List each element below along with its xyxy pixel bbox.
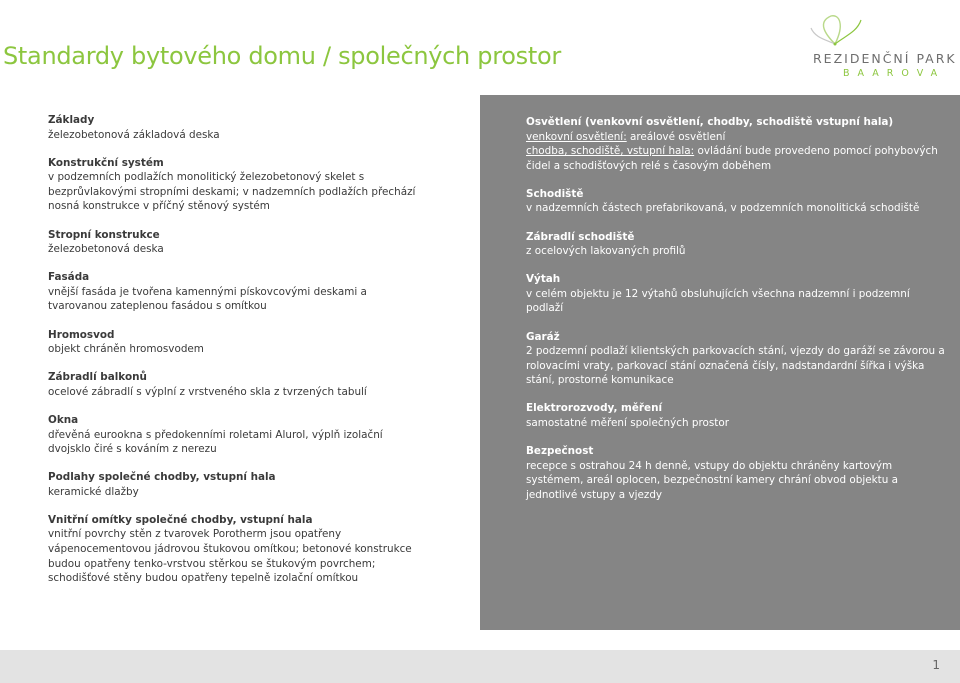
section-osvetleni [526,115,946,173]
section-body: ocelové zábradlí s výplní z vrstveného skla z tvrzených tabulí [48,385,367,398]
section-heading: Zábradlí balkonů [48,371,147,384]
section-heading: Garáž [526,330,560,343]
page-number: 1 [932,658,940,672]
section-body: železobetonová základová deska [48,128,220,141]
footer-bar [0,650,960,683]
section-text: ovládání bude provedeno pomocí pohybových čidel a schodišťových relé s časovým doběhem [526,145,938,172]
section-konstrukcni-system [48,156,428,214]
underlined-label: venkovní osvětlení: [526,130,627,143]
section-body: dřevěná eurookna s předokenními roletami Alurol, výplň izolační dvojsklo čiré s kováním z nerezu [48,428,383,456]
right-panel [480,95,960,630]
underlined-label: chodba, schodiště, vstupní hala: [526,145,695,158]
section-body: recepce s ostrahou 24 h denně, vstupy do objektu chráněny kartovým systémem, areál oplocen, bezpečnostní kamery chrání obvod objektu a jednotlivé vstupy a vjezdy [526,459,898,501]
section-body: železobetonová deska [48,243,164,256]
section-zabradli-balkonu [48,370,428,399]
section-heading: Elektrorozvody, měření [526,402,663,415]
section-body: objekt chráněn hromosvodem [48,343,204,356]
section-body: samostatné měření společných prostor [526,417,730,429]
section-schodiste [526,187,946,216]
section-bezpecnost [526,444,946,502]
section-zabradli-schodiste [526,230,946,259]
logo-subtitle: BAAROVA [843,68,946,79]
section-hromosvod [48,328,428,357]
page-title: Standardy bytového domu / společných prostor [3,42,561,70]
section-heading: Podlahy společné chodby, vstupní hala [48,471,276,484]
section-heading: Fasáda [48,271,90,284]
section-heading: Vnitřní omítky společné chodby, vstupní hala [48,513,313,526]
right-column [526,115,946,516]
section-heading: Osvětlení (venkovní osvětlení, chodby, schodiště vstupní hala) [526,116,894,128]
section-heading: Základy [48,114,95,126]
section-body [526,130,946,145]
leaf-logo-icon [805,14,865,50]
section-body: vnitřní povrchy stěn z tvarovek Porotherm jsou opatřeny vápenocementovou jádrovou štukovou omítkou; betonové konstrukce budou opatřeny tenko-vrstvou stěrkou se štukovým povrchem; schodišťové stěny budou opatřeny tepelně izolační omítkou [48,528,412,585]
section-okna [48,413,428,457]
section-heading: Hromosvod [48,328,115,341]
section-podlahy [48,470,428,499]
section-garaz [526,330,946,388]
logo [795,14,960,82]
section-body: vnější fasáda je tvořena kamennými pískovcovými deskami a tvarovanou zateplenou fasádou s omítkou [48,285,367,313]
section-heading: Okna [48,413,79,426]
section-heading: Schodiště [526,187,584,200]
section-heading: Konstrukční systém [48,156,164,169]
section-body: keramické dlažby [48,485,139,498]
section-stropni-konstrukce [48,228,428,257]
section-elektrorozvody [526,401,946,430]
section-body: z ocelových lakovaných profilů [526,245,686,258]
section-heading: Bezpečnost [526,445,594,458]
left-column [48,113,428,599]
logo-name: REZIDENČNÍ PARK [813,51,957,66]
section-text: areálové osvětlení [626,130,726,143]
section-heading: Zábradlí schodiště [526,230,635,243]
section-body: 2 podzemní podlaží klientských parkovacích stání, vjezdy do garáží se závorou a rolovacími vraty, parkovací stání označená čísly, nadstandardní šířka i výška stání, prostorné komunikace [526,345,945,387]
section-body [526,144,946,173]
section-body: v celém objektu je 12 výtahů obsluhujících všechna nadzemní i podzemní podlaží [526,287,910,315]
section-fasada [48,270,428,314]
section-heading: Výtah [526,273,561,286]
section-body: v podzemních podlažích monolitický železobetonový skelet s bezprůvlakovými stropními deskami; v nadzemních podlažích přechází nosná konstrukce v příčný stěnový systém [48,171,416,213]
section-heading: Stropní konstrukce [48,228,160,241]
section-body: v nadzemních částech prefabrikovaná, v podzemních monolitická schodiště [526,202,920,215]
section-vnitrni-omitky [48,513,428,586]
section-vytah [526,272,946,316]
section-zaklady [48,113,428,142]
